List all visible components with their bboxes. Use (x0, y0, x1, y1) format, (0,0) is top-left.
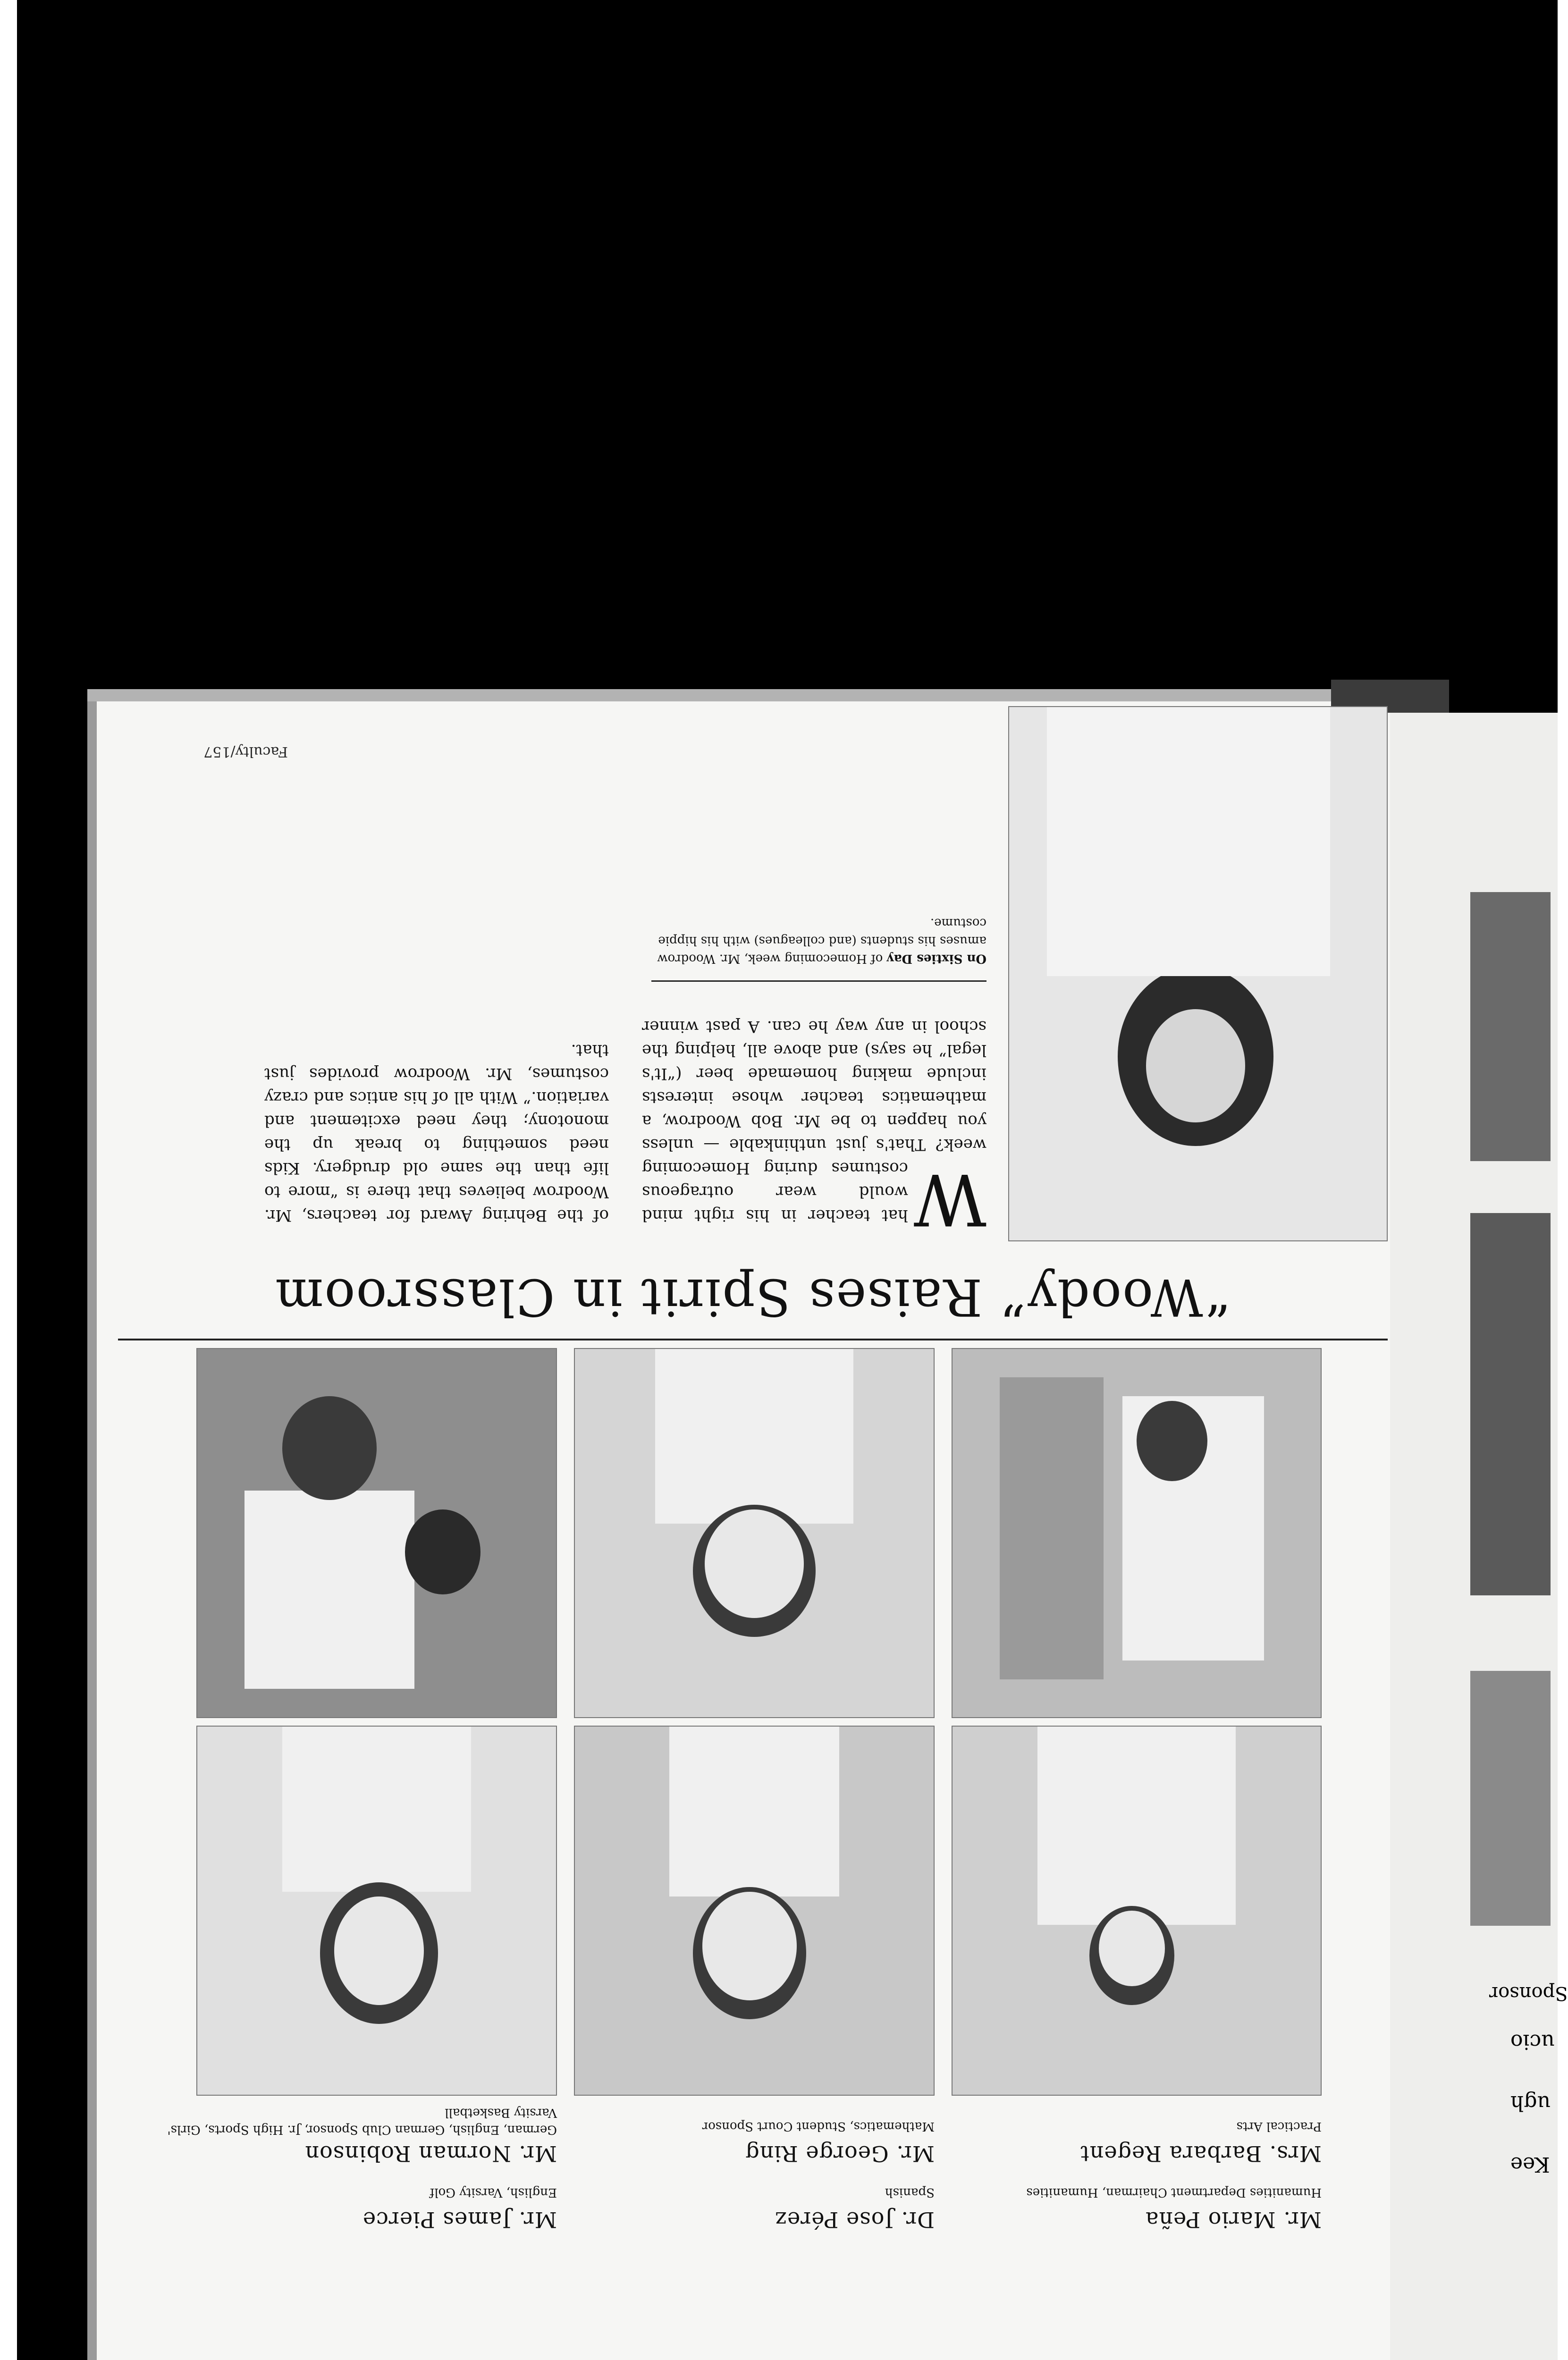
facing-photo (1470, 1213, 1551, 1595)
facing-text-fragment: ugh (1510, 2091, 1551, 2115)
facing-text-fragment: ucio (1510, 2030, 1555, 2054)
faculty-role: Humanities Department Chairman, Humanities (1026, 2185, 1322, 2200)
caption-lead: On Sixties Day (886, 952, 986, 966)
facing-photo (1470, 892, 1551, 1161)
scan-margin-left (0, 0, 17, 2360)
page-frame-top (87, 689, 1390, 701)
facing-text-fragment: Sponsor (1489, 1982, 1568, 2004)
page-frame-left (87, 689, 97, 2360)
printed-page (118, 708, 1388, 2351)
portrait-perez (574, 1726, 935, 2096)
feature-title: “Woody” Raises Spirit in Classroom (274, 1267, 1231, 1326)
faculty-role: German, English, German Club Sponsor, Jr. High Sports, Girls' Varsity Basketball (167, 2106, 557, 2137)
faculty-role: English, Varsity Golf (430, 2185, 557, 2200)
faculty-role: Spanish (885, 2185, 935, 2200)
portrait-pierce (196, 1726, 557, 2096)
page-folio: Faculty/157 (203, 743, 288, 760)
faculty-role: Practical Arts (1236, 2119, 1322, 2133)
portrait-regent (952, 1348, 1322, 1718)
feature-story (264, 802, 986, 1240)
facing-text-fragment: Kee (1510, 2152, 1550, 2176)
title-rule (118, 1339, 1388, 1340)
portrait-robinson (196, 1348, 557, 1718)
feature-photo-woodrow (1008, 706, 1388, 1241)
faculty-name: Mr. Norman Robinson (304, 2141, 557, 2166)
facing-page-edge (1390, 713, 1568, 2360)
faculty-name: Mrs. Barbara Regent (1080, 2141, 1322, 2166)
drop-cap: W (913, 1158, 986, 1240)
portrait-ring (574, 1348, 935, 1718)
faculty-name: Mr. James Pierce (362, 2207, 557, 2233)
portrait-pena (952, 1726, 1322, 2096)
faculty-name: Mr. George Ring (745, 2141, 935, 2166)
facing-photo (1470, 1671, 1551, 1926)
faculty-role: Mathematics, Student Court Sponsor (702, 2119, 935, 2133)
faculty-name: Dr. Jose Pérez (775, 2207, 935, 2233)
faculty-name: Mr. Mario Peña (1145, 2207, 1322, 2233)
story-text: hat teacher in his right mind would wear outrageous costumes during Homecoming week? That's just unthinkable — unless you happen to be Mr. Bob Woodrow, a mathematics teacher whose interests include making homemade beer (“It's legal” he says) and above all, helping the school in any way he can. A past winner of the Behring Award for teachers, Mr. Woodrow believes that there is “more to life than the same old drudgery. Kids need something to break up the monotony; they need excitement and variation.” With all of his antics and crazy costumes, Mr. Woodrow provides just that. (264, 1017, 986, 1225)
caption-text: of Homecoming week, Mr. Woodrow amuses his students (and colleagues) with his hippie costume. (657, 916, 986, 966)
